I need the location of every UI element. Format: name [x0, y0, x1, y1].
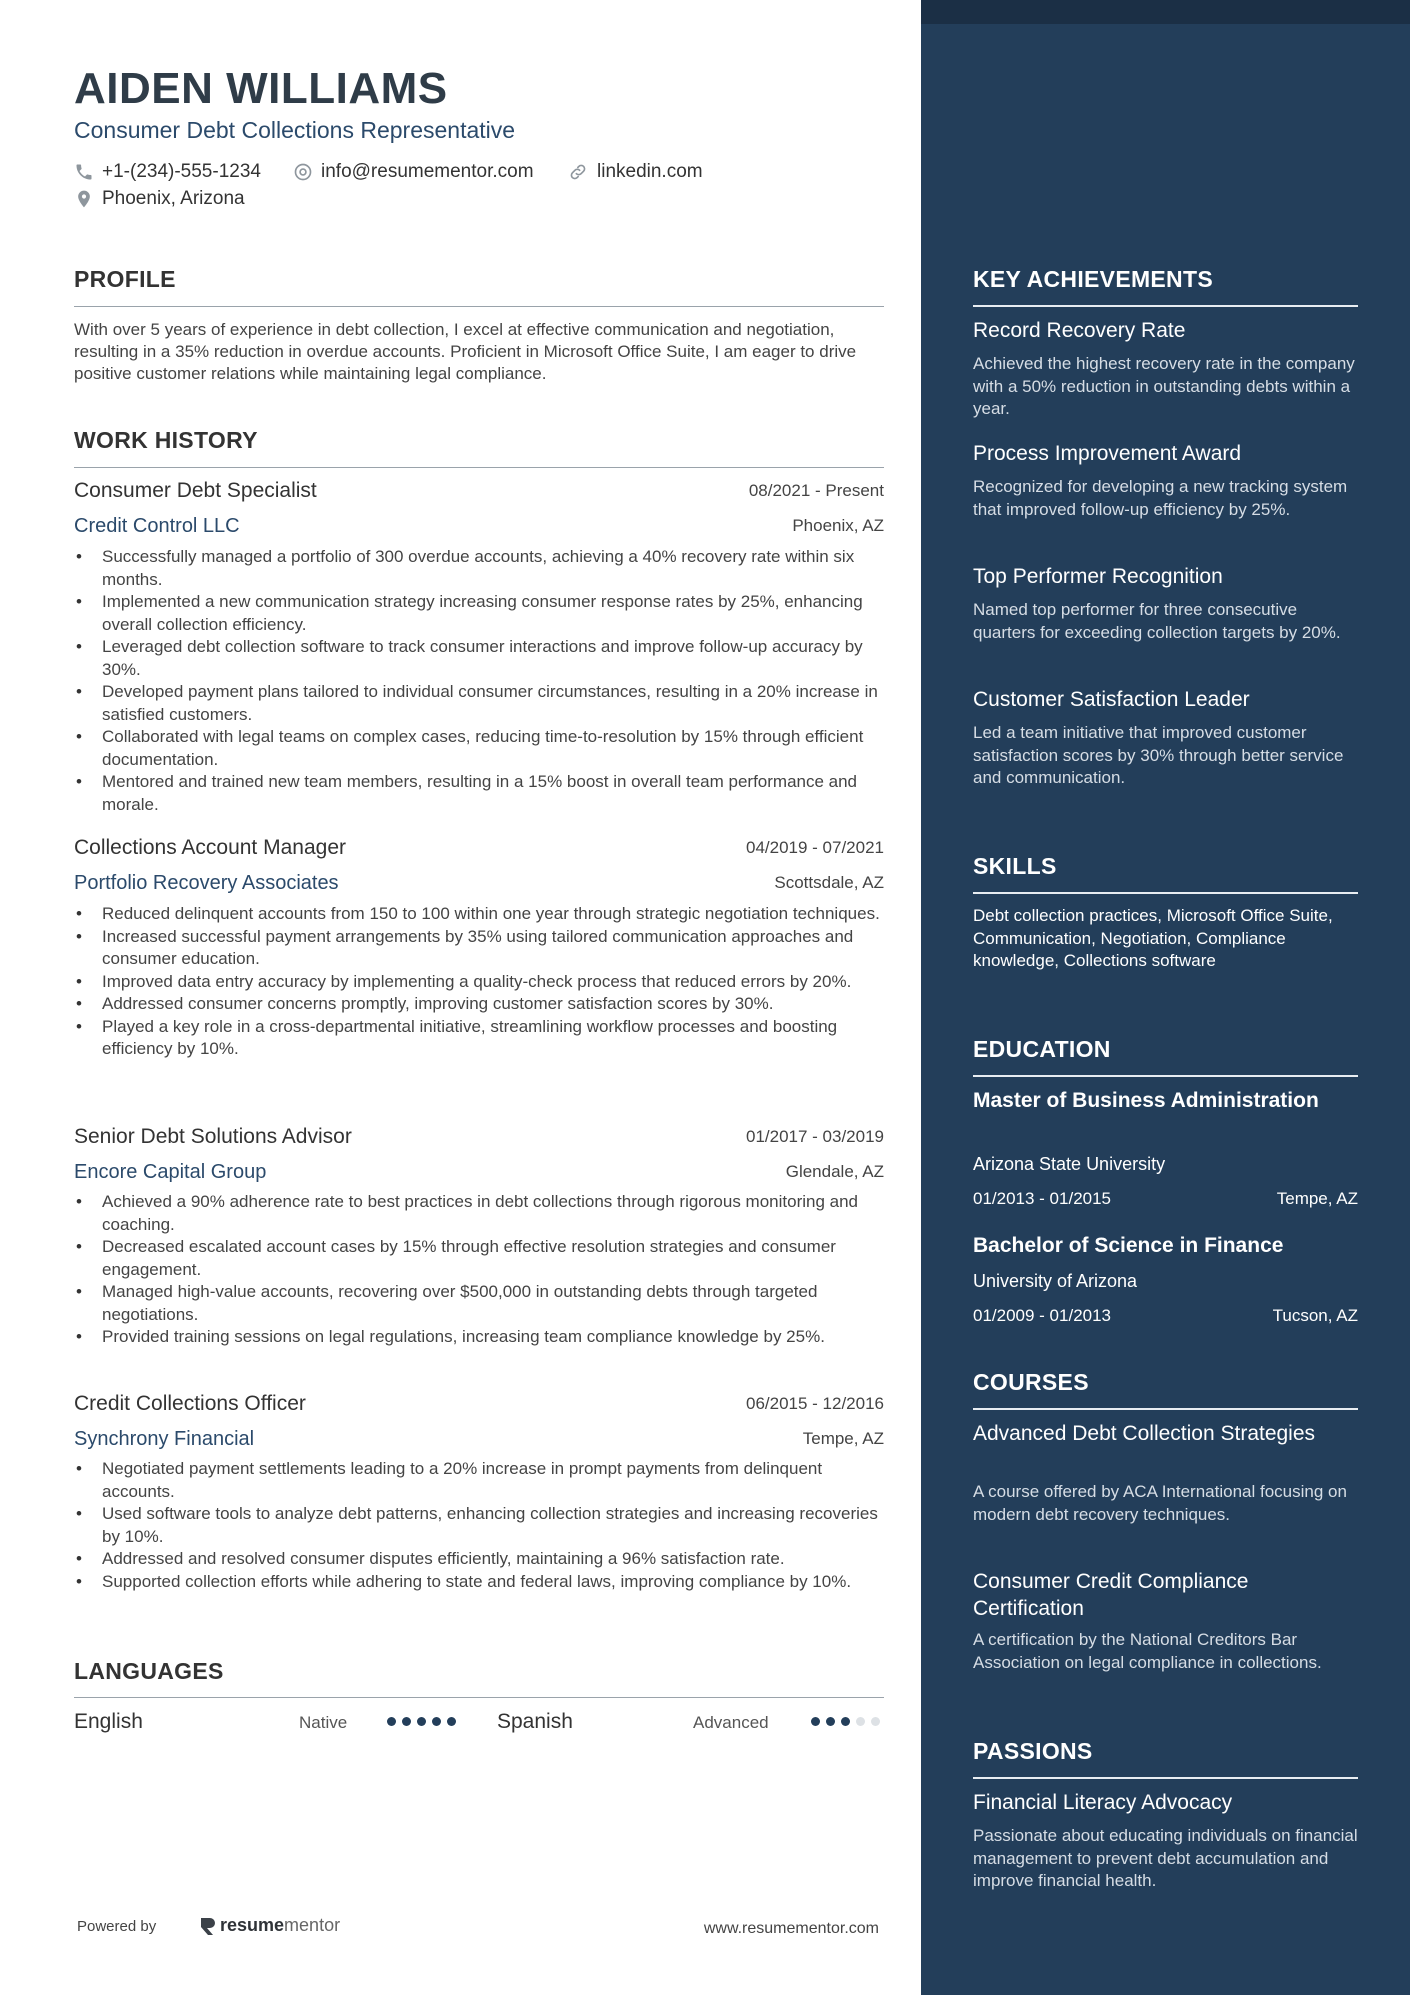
- list-item: • Managed high-value accounts, recovering over $500,000 in outstanding debts through targeted negotiations.: [74, 1281, 884, 1326]
- job-title: Consumer Debt Specialist: [74, 479, 317, 502]
- list-item: • Achieved a 90% adherence rate to best practices in debt collections through rigorous monitoring and coaching.: [74, 1191, 884, 1236]
- language-name: English: [74, 1710, 143, 1733]
- languages-rule: [74, 1697, 884, 1698]
- map-pin-icon: [74, 188, 94, 210]
- rating-dot: [841, 1717, 850, 1726]
- resumementor-logo[interactable]: [199, 1915, 340, 1936]
- list-item: • Developed payment plans tailored to individual consumer circumstances, resulting in a 20% increase in satisfied customers.: [74, 681, 884, 726]
- education-location: Tucson, AZ: [1272, 1306, 1358, 1325]
- phone-text: +1-(234)-555-1234: [102, 161, 261, 182]
- list-item: • Collaborated with legal teams on complex cases, reducing time-to-resolution by 15% through efficient documentation.: [74, 726, 884, 771]
- achievement-title: Top Performer Recognition: [973, 565, 1223, 588]
- job-bullets: [74, 903, 884, 1061]
- job-dates: 08/2021 - Present: [748, 481, 884, 500]
- rating-dot: [432, 1717, 441, 1726]
- sidebar-top-bar: [921, 0, 1410, 24]
- logo-text-bold: resume: [220, 1915, 285, 1935]
- achievements-rule: [973, 305, 1358, 307]
- achievement-desc: Named top performer for three consecutive quarters for exceeding collection targets by 20%.: [973, 600, 1341, 642]
- course-title: Advanced Debt Collection Strategies: [973, 1422, 1316, 1445]
- language-name: Spanish: [497, 1710, 573, 1733]
- achievement-desc: Achieved the highest recovery rate in the company with a 50% reduction in outstanding debts within a year.: [973, 354, 1355, 418]
- passion-title: Financial Literacy Advocacy: [973, 1791, 1233, 1814]
- list-item: • Used software tools to analyze debt patterns, enhancing collection strategies and increasing recoveries by 10%.: [74, 1503, 884, 1548]
- job-title: Collections Account Manager: [74, 836, 346, 859]
- profile-rule: [74, 306, 884, 307]
- job-dates: 04/2019 - 07/2021: [745, 838, 884, 857]
- achievement-title: Process Improvement Award: [973, 442, 1242, 465]
- job-title: Credit Collections Officer: [74, 1392, 306, 1415]
- job-dates: 06/2015 - 12/2016: [745, 1394, 884, 1413]
- sidebar: [921, 0, 1410, 1995]
- list-item: • Negotiated payment settlements leading to a 20% increase in prompt payments from delinquent accounts.: [74, 1458, 884, 1503]
- rating-dot: [402, 1717, 411, 1726]
- location-text: Phoenix, Arizona: [102, 188, 245, 209]
- candidate-title: Consumer Debt Collections Representative: [74, 117, 516, 143]
- passions-rule: [973, 1777, 1358, 1779]
- skills-text: Debt collection practices, Microsoft Office Suite, Communication, Negotiation, Compliance knowledge, Collections software: [973, 906, 1333, 970]
- courses-rule: [973, 1408, 1358, 1410]
- achievement-title: Customer Satisfaction Leader: [973, 688, 1250, 711]
- education-degree: Master of Business Administration: [973, 1089, 1319, 1112]
- location-contact: [74, 188, 245, 210]
- profile-heading: PROFILE: [74, 266, 176, 292]
- linkedin-contact[interactable]: [567, 161, 703, 183]
- list-item: • Played a key role in a cross-departmental initiative, streamlining workflow processes and boosting efficiency by 10%.: [74, 1016, 884, 1061]
- education-school: Arizona State University: [973, 1154, 1166, 1174]
- at-sign-icon: [293, 162, 313, 182]
- rating-dot: [387, 1717, 396, 1726]
- education-school: University of Arizona: [973, 1271, 1138, 1291]
- language-rating: [811, 1717, 886, 1726]
- passions-heading: PASSIONS: [973, 1738, 1093, 1764]
- course-desc: A certification by the National Creditors Bar Association on legal compliance in collections.: [973, 1630, 1322, 1672]
- rating-dot: [871, 1717, 880, 1726]
- rating-dot: [417, 1717, 426, 1726]
- job-bullets: [74, 546, 884, 816]
- company-name: Portfolio Recovery Associates: [74, 872, 339, 894]
- company-name: Synchrony Financial: [74, 1428, 255, 1450]
- education-location: Tempe, AZ: [1276, 1189, 1358, 1208]
- work-history-heading: WORK HISTORY: [74, 427, 258, 453]
- achievement-title: Record Recovery Rate: [973, 319, 1186, 342]
- job-location: Phoenix, AZ: [792, 516, 884, 535]
- list-item: • Increased successful payment arrangements by 35% using tailored communication approaches and consumer education.: [74, 926, 884, 971]
- list-item: • Provided training sessions on legal regulations, increasing team compliance knowledge by 25%.: [74, 1326, 884, 1349]
- candidate-name: AIDEN WILLIAMS: [74, 64, 448, 113]
- course-title: Consumer Credit Compliance Certification: [973, 1570, 1249, 1620]
- powered-by-text: Powered by: [77, 1918, 157, 1935]
- list-item: • Addressed consumer concerns promptly, improving customer satisfaction scores by 30%.: [74, 993, 884, 1016]
- list-item: • Successfully managed a portfolio of 300 overdue accounts, achieving a 40% recovery rate within six months.: [74, 546, 884, 591]
- link-icon: [567, 162, 589, 182]
- work-history-rule: [74, 467, 884, 468]
- list-item: • Leveraged debt collection software to track consumer interactions and improve follow-up accuracy by 30%.: [74, 636, 884, 681]
- education-rule: [973, 1075, 1358, 1077]
- skills-heading: SKILLS: [973, 853, 1057, 879]
- company-name: Credit Control LLC: [74, 515, 240, 537]
- achievement-desc: Recognized for developing a new tracking system that improved follow-up efficiency by 25%.: [973, 477, 1348, 519]
- list-item: • Mentored and trained new team members, resulting in a 15% boost in overall team performance and morale.: [74, 771, 884, 816]
- company-name: Encore Capital Group: [74, 1161, 267, 1183]
- resumementor-logo-icon: [199, 1916, 217, 1936]
- language-rating: [387, 1717, 462, 1726]
- job-title: Senior Debt Solutions Advisor: [74, 1125, 352, 1148]
- passion-desc: Passionate about educating individuals on financial management to prevent debt accumulation and improve financial health.: [973, 1826, 1358, 1890]
- phone-icon: [74, 162, 94, 182]
- list-item: • Supported collection efforts while adhering to state and federal laws, improving compliance by 10%.: [74, 1571, 884, 1594]
- list-item: • Implemented a new communication strategy increasing consumer response rates by 25%, enhancing overall collection efficiency.: [74, 591, 884, 636]
- list-item: • Addressed and resolved consumer disputes efficiently, maintaining a 96% satisfaction rate.: [74, 1548, 884, 1571]
- achievement-desc: Led a team initiative that improved customer satisfaction scores by 30% through better service and communication.: [973, 723, 1344, 787]
- email-text[interactable]: info@resumementor.com: [321, 161, 534, 182]
- courses-heading: COURSES: [973, 1369, 1089, 1395]
- phone-contact: [74, 161, 261, 183]
- education-dates: 01/2009 - 01/2013: [973, 1306, 1112, 1325]
- job-dates: 01/2017 - 03/2019: [745, 1127, 884, 1146]
- education-degree: Bachelor of Science in Finance: [973, 1234, 1284, 1257]
- rating-dot: [447, 1717, 456, 1726]
- profile-text: With over 5 years of experience in debt collection, I excel at effective communication and negotiation, resulting in a 35% reduction in overdue accounts. Proficient in Microsoft Office Suite, I am eager to drive positive customer relations while maintaining legal compliance.: [74, 320, 857, 383]
- logo-text-light: mentor: [284, 1915, 341, 1935]
- job-location: Glendale, AZ: [785, 1162, 884, 1181]
- list-item: • Improved data entry accuracy by implementing a quality-check process that reduced errors by 20%.: [74, 971, 884, 994]
- language-level: Advanced: [693, 1713, 769, 1732]
- email-contact[interactable]: [293, 161, 534, 183]
- footer-url[interactable]: www.resumementor.com: [703, 1920, 879, 1937]
- languages-heading: LANGUAGES: [74, 1658, 224, 1684]
- achievements-heading: KEY ACHIEVEMENTS: [973, 266, 1213, 292]
- linkedin-text[interactable]: linkedin.com: [597, 161, 703, 182]
- skills-rule: [973, 892, 1358, 894]
- rating-dot: [856, 1717, 865, 1726]
- job-location: Scottsdale, AZ: [774, 873, 884, 892]
- list-item: • Decreased escalated account cases by 15% through effective resolution strategies and consumer engagement.: [74, 1236, 884, 1281]
- language-level: Native: [299, 1713, 348, 1732]
- rating-dot: [811, 1717, 820, 1726]
- job-location: Tempe, AZ: [802, 1429, 884, 1448]
- job-bullets: [74, 1191, 884, 1349]
- course-desc: A course offered by ACA International focusing on modern debt recovery techniques.: [973, 1482, 1347, 1524]
- education-dates: 01/2013 - 01/2015: [973, 1189, 1112, 1208]
- rating-dot: [826, 1717, 835, 1726]
- job-bullets: [74, 1458, 884, 1593]
- education-heading: EDUCATION: [973, 1036, 1111, 1062]
- list-item: • Reduced delinquent accounts from 150 to 100 within one year through strategic negotiation techniques.: [74, 903, 884, 926]
